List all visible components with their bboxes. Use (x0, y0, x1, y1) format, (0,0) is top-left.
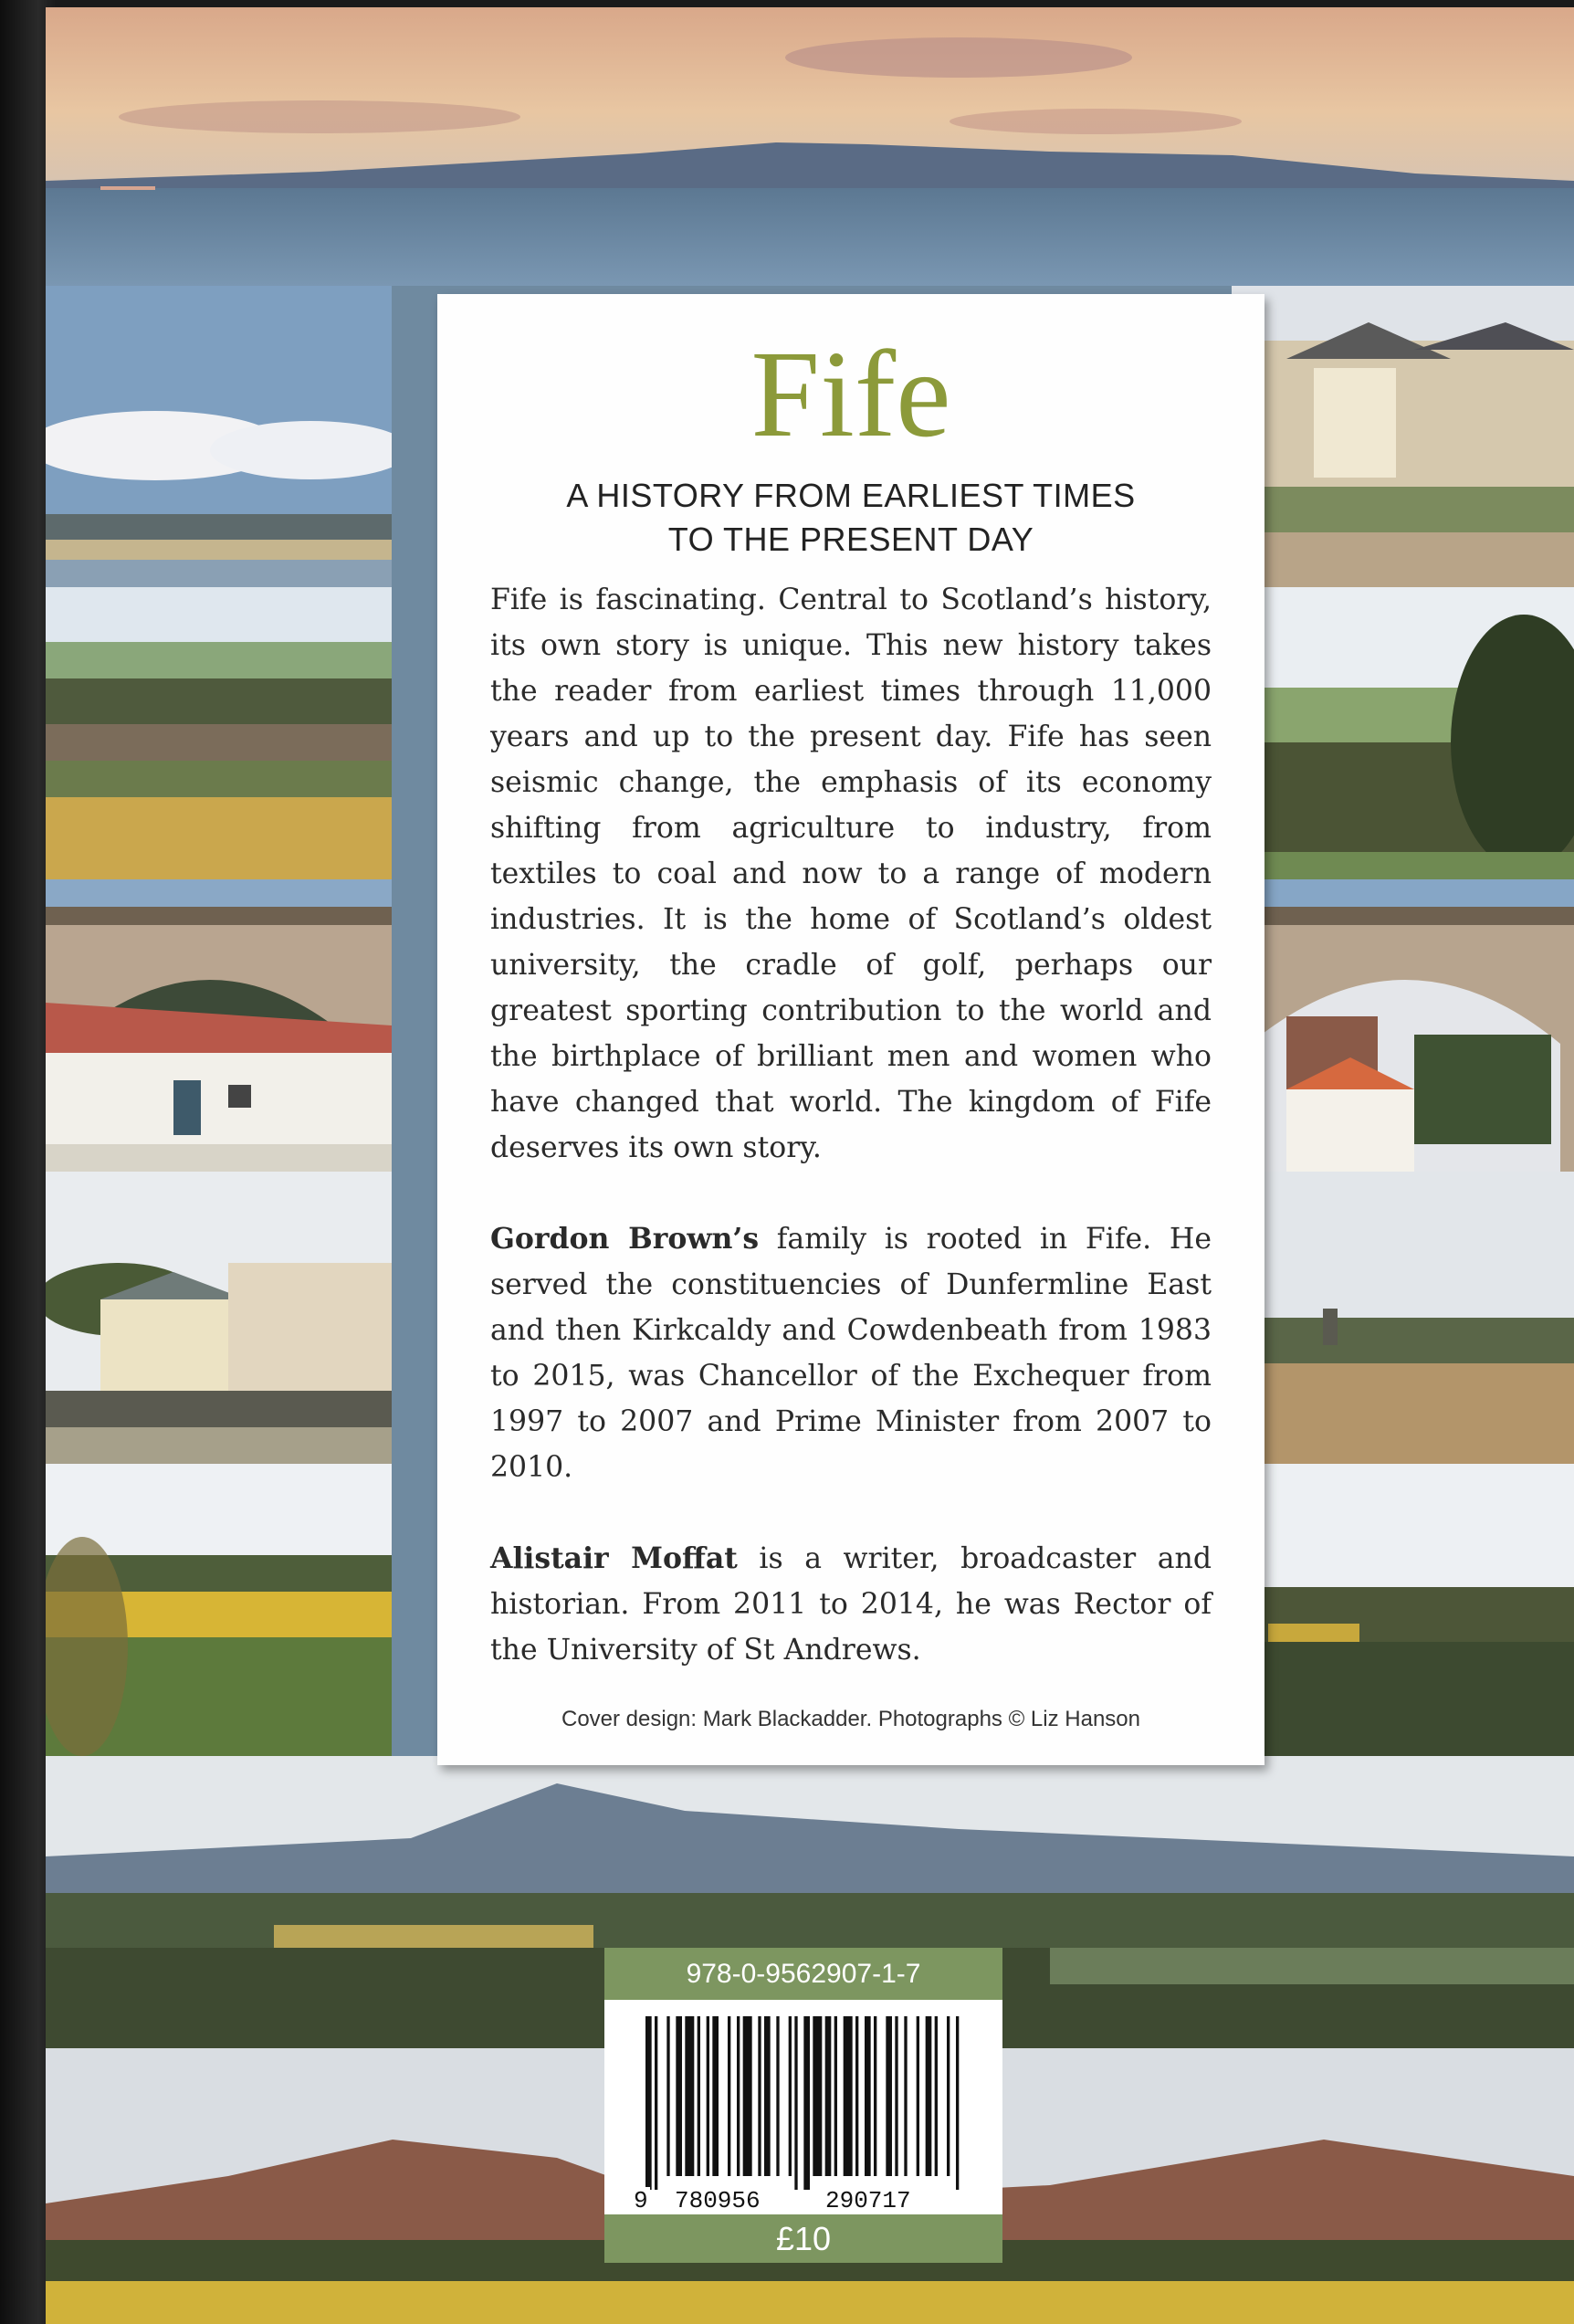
barcode-bar (698, 2016, 700, 2176)
photo-rapeseed-field (46, 1464, 392, 1756)
barcode-bar (737, 2016, 740, 2176)
barcode-bar (834, 2016, 837, 2176)
barcode-bar (895, 2016, 897, 2176)
barcode-digit-group-1: 780956 (675, 2187, 761, 2214)
cover-credit: Cover design: Mark Blackadder. Photographs © Liz Hanson (561, 1707, 1141, 1731)
barcode-bar (728, 2016, 730, 2176)
subtitle-line-1: A HISTORY FROM EARLIEST TIMES (566, 477, 1136, 514)
barcode-digit-group-2: 290717 (825, 2187, 911, 2214)
barcode-bar (825, 2016, 832, 2176)
barcode-bar (865, 2016, 871, 2176)
barcode-bar (855, 2016, 858, 2176)
barcode-bar (712, 2016, 719, 2176)
text-panel (437, 294, 1264, 1765)
barcode-bar (645, 2016, 652, 2190)
photo-woodland-town (1232, 587, 1574, 879)
author-bio-moffat-text: is a writer, broadcaster and historian. From 2011 to 2014, he was Rector of the University of St Andrews. (490, 1542, 1212, 1667)
barcode-bar (789, 2016, 792, 2176)
barcode-bar (758, 2016, 761, 2176)
author-bio-brown (490, 1216, 1212, 1490)
photo-viaduct-village (1232, 879, 1574, 1172)
price-label: £10 (604, 2214, 1002, 2263)
isbn-number: 978-0-9562907-1-7 (604, 1948, 1002, 2000)
barcode-bar (676, 2016, 682, 2176)
blurb-paragraph: Fife is fascinating. Central to Scotland’s history, its own story is unique. This new history takes the reader from earliest times through 11,000 years and up to the present day. Fife has seen seismic change, the emphasis of its economy shifting from agriculture to industry, from textiles to coal and now to a range of modern industries. It is the home of Scotland’s oldest university, the cradle of golf, perhaps our greatest sporting contribution to the world and the birthplace of brilliant men and women who have changed that world. The kingdom of Fife deserves its own story. (490, 584, 1212, 1164)
barcode-bar (666, 2016, 669, 2176)
author-bio-moffat (490, 1536, 1212, 1673)
book-subtitle (492, 474, 1210, 562)
photo-abbey-wall (1232, 1172, 1574, 1464)
blurb-body (490, 577, 1212, 1719)
barcode-bar (803, 2016, 810, 2190)
book-title: Fife (750, 326, 951, 463)
barcode-bar (776, 2016, 779, 2176)
photo-coastal-town (46, 286, 392, 587)
barcode-bar (935, 2016, 938, 2176)
photo-viaduct-cottage (46, 879, 392, 1172)
photo-fields-village (46, 587, 392, 879)
barcode-bar (926, 2016, 932, 2176)
barcode-digit-lead: 9 (634, 2187, 648, 2214)
barcode-bar (743, 2016, 752, 2176)
barcode-bars (645, 2016, 965, 2190)
barcode-block (604, 1948, 1002, 2263)
author-name-brown: Gordon Brown’s (490, 1222, 760, 1256)
back-cover (46, 7, 1574, 2324)
barcode-digits (632, 2187, 979, 2214)
barcode-bar (813, 2016, 822, 2176)
barcode-bar (917, 2016, 919, 2176)
barcode-bar (685, 2016, 694, 2176)
photo-harbour-flats (46, 1172, 392, 1464)
subtitle-line-2: TO THE PRESENT DAY (667, 521, 1034, 558)
photo-harbour-houses (1232, 286, 1574, 587)
author-name-moffat: Alistair Moffat (490, 1541, 738, 1575)
barcode-bar (886, 2016, 892, 2176)
photo-sea-sunset (46, 7, 1574, 286)
barcode-bar (707, 2016, 709, 2176)
barcode-bar (655, 2016, 657, 2190)
barcode-bar (904, 2016, 907, 2176)
barcode-bar (844, 2016, 853, 2176)
barcode-bar (874, 2016, 876, 2176)
barcode-bar (764, 2016, 771, 2176)
photo-woodland-fields (1232, 1464, 1574, 1756)
author-bio-brown-text: family is rooted in Fife. He served the constituencies of Dunfermline East and then Kirkcaldy and Cowdenbeath from 1983 to 2015, was Chancellor of the Exchequer from 1997 to 2007 and Prime Minister from 2007 to 2010. (490, 1223, 1212, 1484)
barcode-bar (956, 2016, 959, 2190)
barcode-bar (794, 2016, 797, 2190)
barcode-bar (947, 2016, 950, 2176)
